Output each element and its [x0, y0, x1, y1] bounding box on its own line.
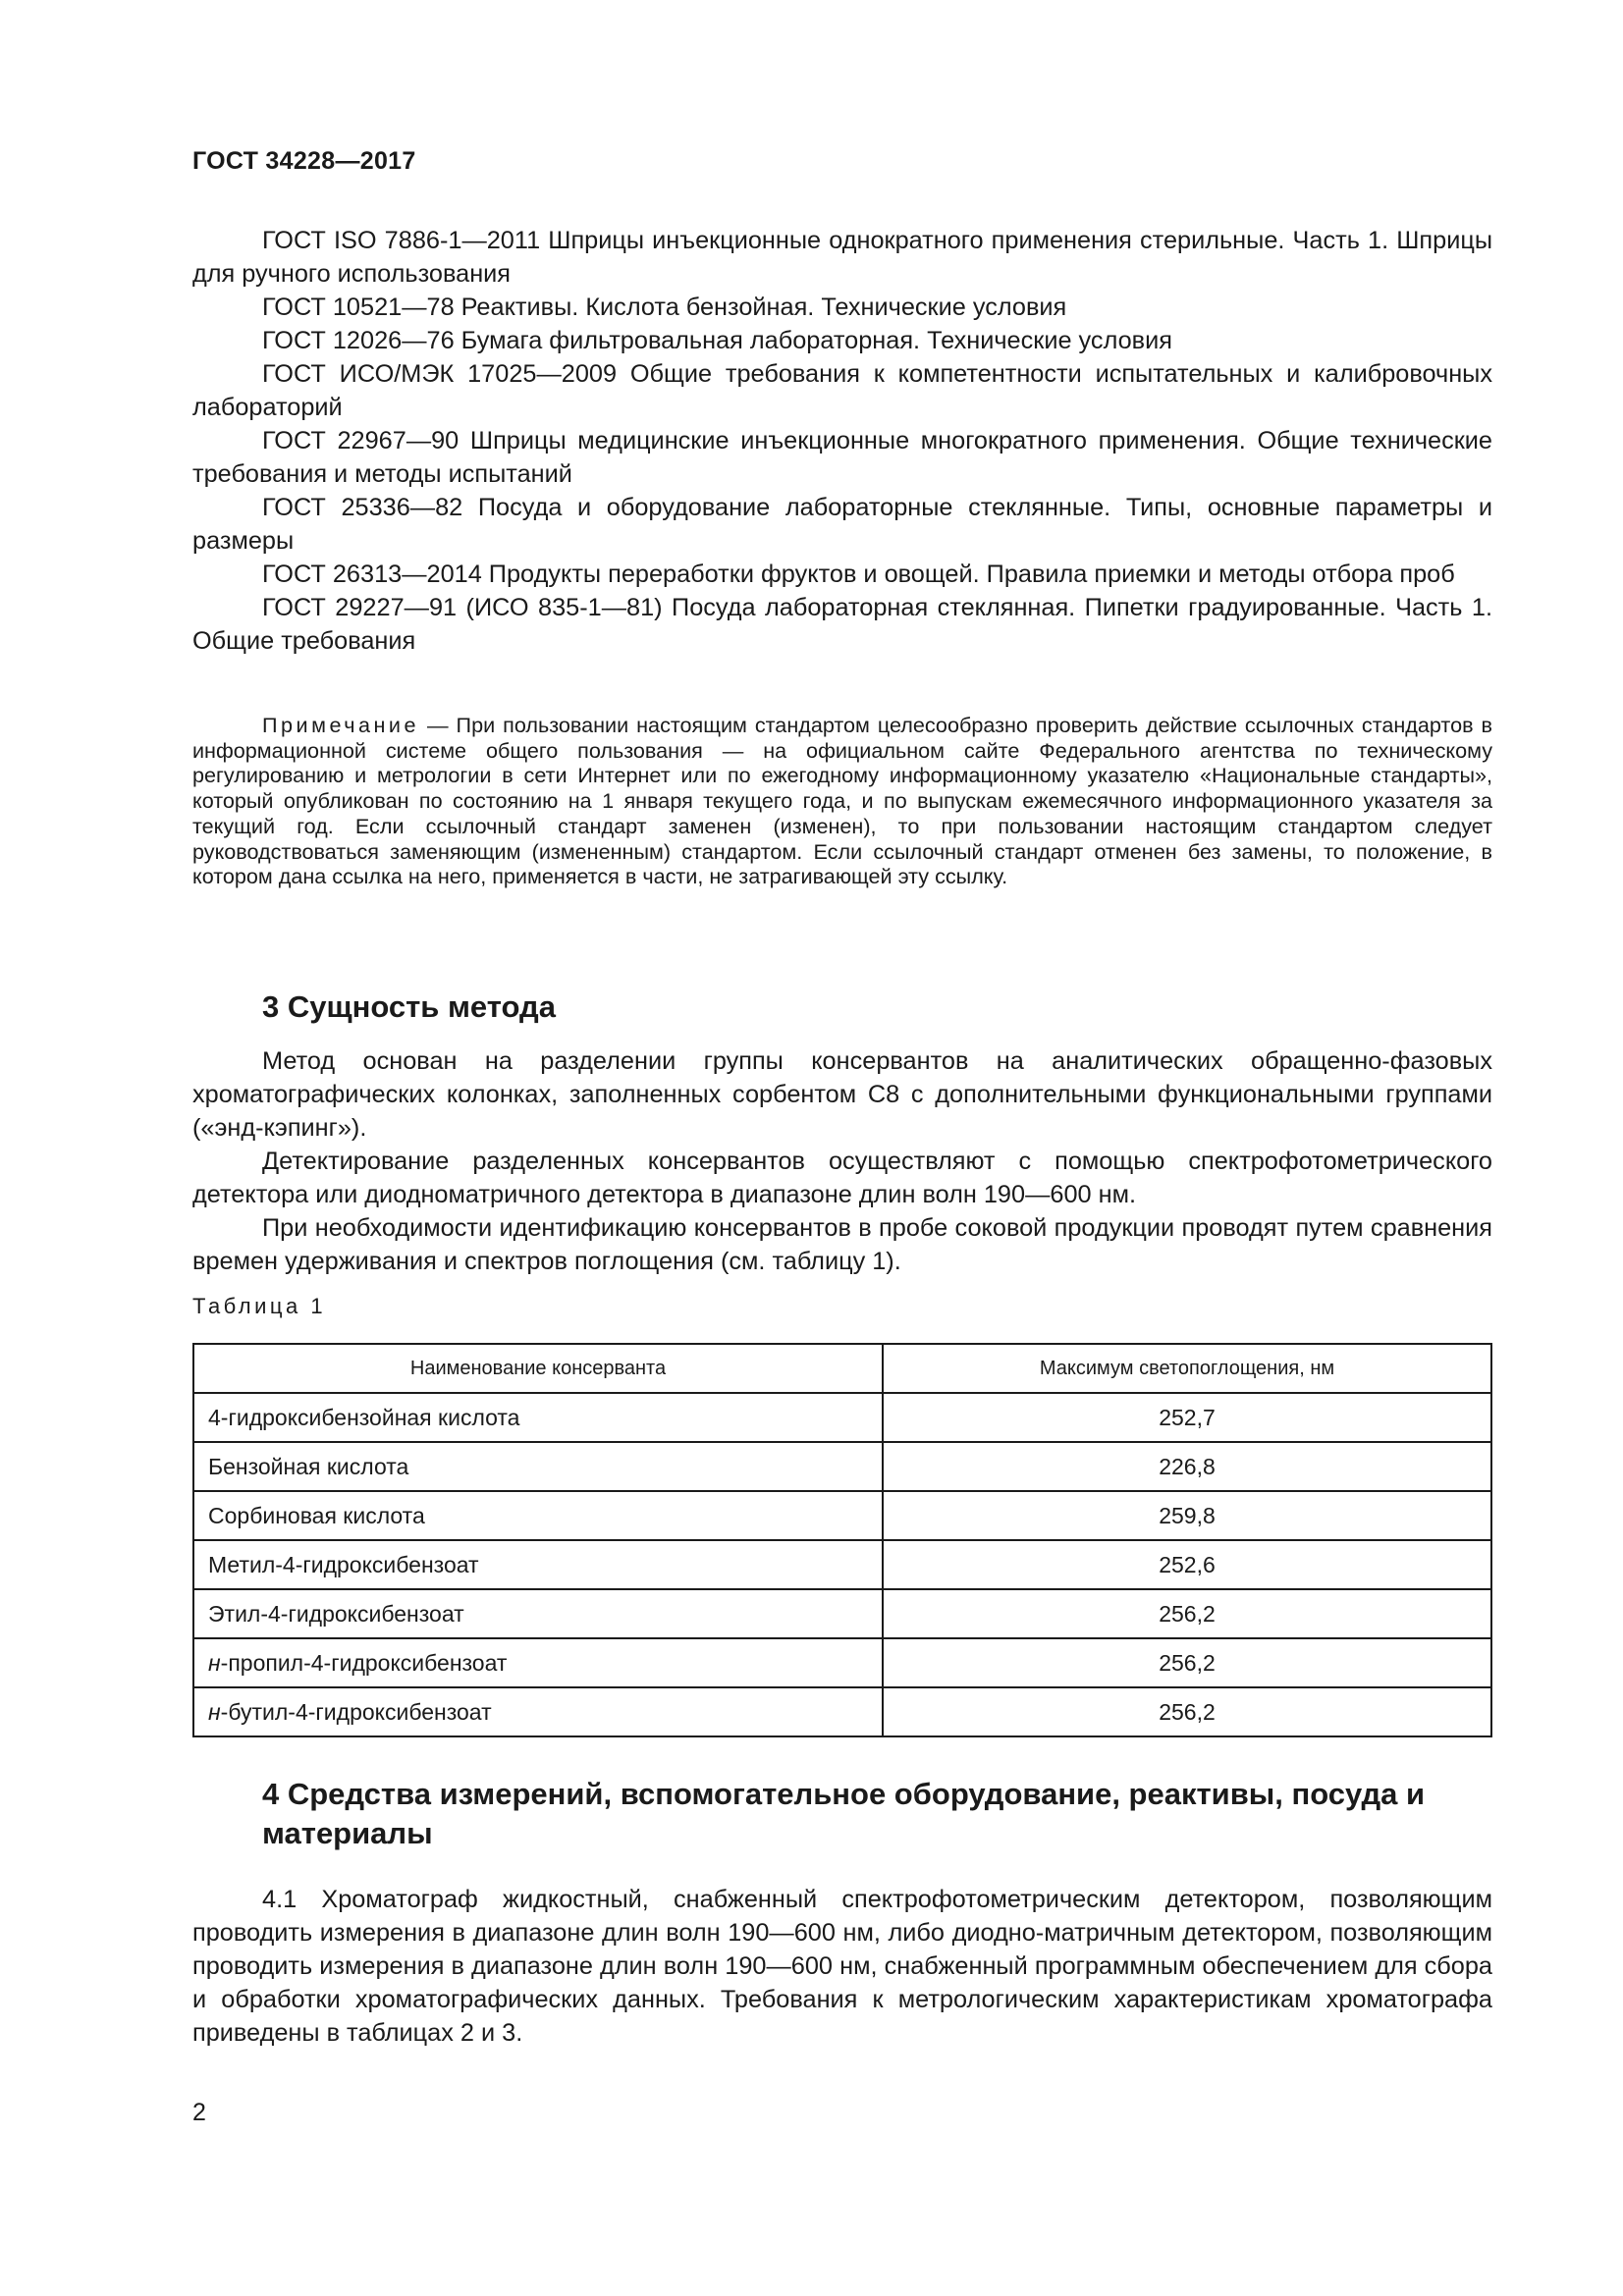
section-4-heading: 4 Средства измерений, вспомогательное оборудование, реактивы, посуда и материалы — [262, 1777, 1426, 1850]
table-header-row — [193, 1344, 1491, 1393]
table-row — [193, 1491, 1491, 1540]
reference-item: ГОСТ 26313—2014 Продукты переработки фруктов и овощей. Правила приемки и методы отбора проб — [262, 561, 1455, 588]
preservative-name: н-бутил-4-гидроксибензоат — [193, 1687, 883, 1736]
table-1 — [192, 1343, 1492, 1737]
table-row — [193, 1442, 1491, 1491]
column-header-name: Наименование консерванта — [193, 1344, 883, 1393]
section-3-paragraph: Детектирование разделенных консервантов осуществляют с помощью спектрофотометрического детектора или диодноматричного детектора в диапазоне длин волн 190—600 нм. — [192, 1148, 1492, 1208]
preservative-name: Сорбиновая кислота — [193, 1491, 883, 1540]
reference-item: ГОСТ 12026—76 Бумага фильтровальная лабораторная. Технические условия — [262, 327, 1172, 354]
section-3-paragraph: При необходимости идентификацию консервантов в пробе соковой продукции проводят путем сравнения времен удерживания и спектров поглощения (см. таблицу 1). — [192, 1214, 1492, 1275]
column-header-absorbance: Максимум светопоглощения, нм — [883, 1344, 1491, 1393]
table-row — [193, 1589, 1491, 1638]
note-paragraph — [192, 713, 1492, 889]
absorbance-max: 252,6 — [883, 1540, 1491, 1589]
document-code-header: ГОСТ 34228—2017 — [192, 147, 416, 175]
page-number: 2 — [192, 2099, 206, 2126]
section-4-paragraph: 4.1 Хроматограф жидкостный, снабженный спектрофотометрическим детектором, позволяющим проводить измерения в диапазоне длин волн 190—600 нм, либо диодно-матричным детектором, позволяющим проводить измерения в диапазоне длин волн 190—600 нм, снабженный программным обеспечением для сбора и обработки хроматографических данных. Требования к метрологическим характеристикам хроматографа приведены в таблицах 2 и 3. — [192, 1886, 1492, 2047]
absorbance-max: 256,2 — [883, 1638, 1491, 1687]
reference-item: ГОСТ ИСО/МЭК 17025—2009 Общие требования к компетентности испытательных и калибровочных лабораторий — [192, 360, 1492, 421]
reference-item: ГОСТ ISO 7886-1—2011 Шприцы инъекционные однократного применения стерильные. Часть 1. Шприцы для ручного использования — [192, 227, 1492, 288]
preservative-name: Бензойная кислота — [193, 1442, 883, 1491]
absorbance-max: 252,7 — [883, 1393, 1491, 1442]
reference-item: ГОСТ 10521—78 Реактивы. Кислота бензойная. Технические условия — [262, 294, 1067, 321]
section-3-body — [192, 1044, 1492, 1278]
preservative-name: Метил-4-гидроксибензоат — [193, 1540, 883, 1589]
note-label: Примечание — [262, 713, 419, 737]
absorbance-max: 256,2 — [883, 1589, 1491, 1638]
reference-item: ГОСТ 25336—82 Посуда и оборудование лабораторные стеклянные. Типы, основные параметры и размеры — [192, 494, 1492, 555]
note-text: — При пользовании настоящим стандартом целесообразно проверить действие ссылочных стандартов в информационной системе общего пользования — на официальном сайте Федерального агентства по техническому регулированию и метрологии в сети Интернет или по ежегодному информационному указателю «Национальные стандарты», который опубликован по состоянию на 1 января текущего года, и по выпускам ежемесячного информационного указателя за текущий год. Если ссылочный стандарт заменен (изменен), то при пользовании настоящим стандартом следует руководствоваться заменяющим (измененным) стандартом. Если ссылочный стандарт отменен без замены, то положение, в котором дана ссылка на него, применяется в части, не затрагивающей эту ссылку. — [192, 713, 1492, 889]
preservative-name: н-пропил-4-гидроксибензоат — [193, 1638, 883, 1687]
absorbance-max: 226,8 — [883, 1442, 1491, 1491]
section-3-heading: 3 Сущность метода — [262, 989, 556, 1024]
preservative-name: 4-гидроксибензойная кислота — [193, 1393, 883, 1442]
reference-item: ГОСТ 29227—91 (ИСО 835-1—81) Посуда лабораторная стеклянная. Пипетки градуированные. Часть 1. Общие требования — [192, 594, 1492, 655]
table-row — [193, 1540, 1491, 1589]
table-1-caption: Таблица 1 — [192, 1294, 327, 1318]
section-3-paragraph: Метод основан на разделении группы консервантов на аналитических обращенно-фазовых хроматографических колонках, заполненных сорбентом С8 с дополнительными функциональными группами («энд-кэпинг»). — [192, 1047, 1492, 1142]
table-row — [193, 1638, 1491, 1687]
normative-references-list — [192, 224, 1492, 658]
absorbance-max: 256,2 — [883, 1687, 1491, 1736]
table-row — [193, 1393, 1491, 1442]
preservative-name: Этил-4-гидроксибензоат — [193, 1589, 883, 1638]
table-row — [193, 1687, 1491, 1736]
reference-item: ГОСТ 22967—90 Шприцы медицинские инъекционные многократного применения. Общие технические требования и методы испытаний — [192, 427, 1492, 488]
absorbance-max: 259,8 — [883, 1491, 1491, 1540]
